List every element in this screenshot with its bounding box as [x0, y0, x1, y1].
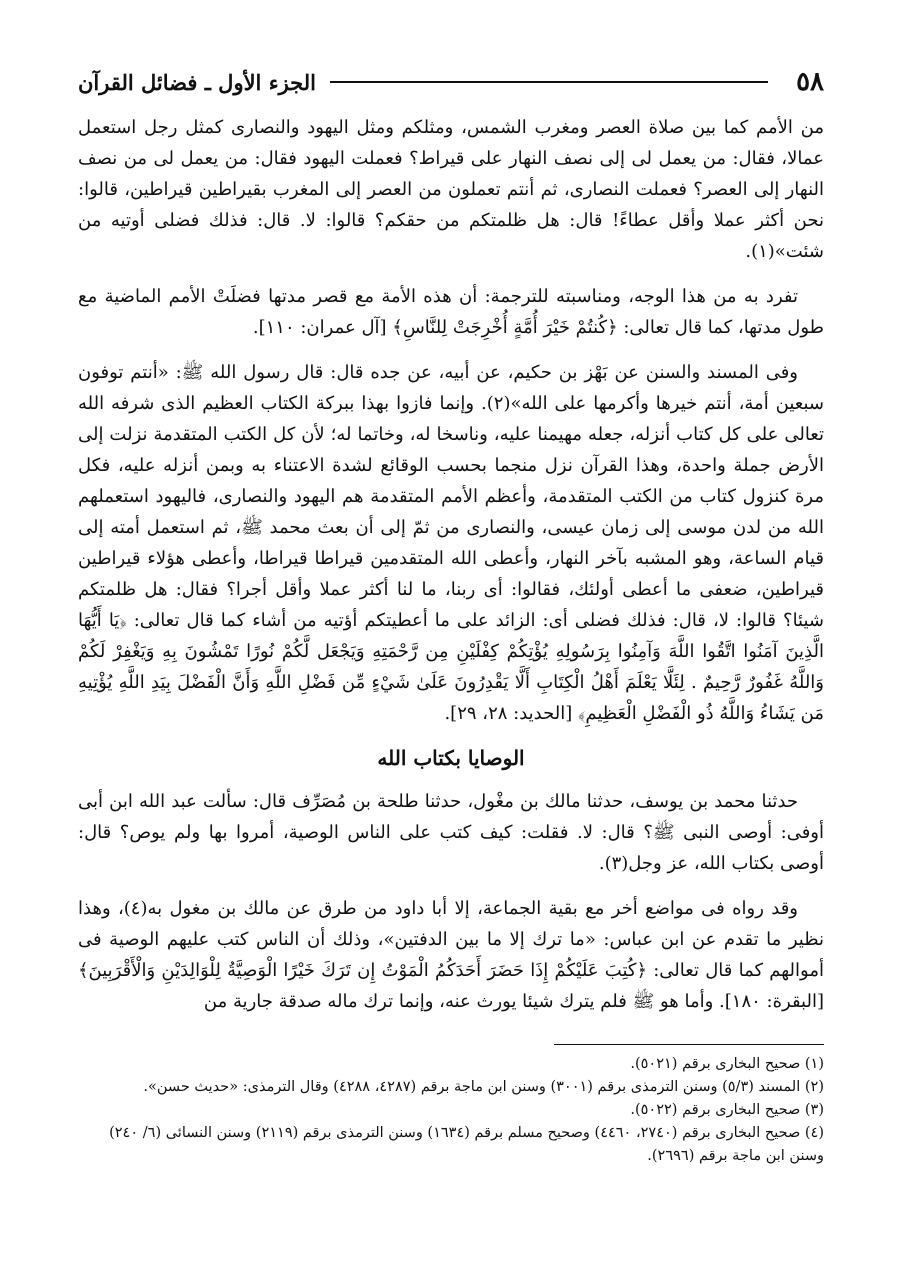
- footnote: (١) صحيح البخارى برقم (٥٠٢١).: [630, 1056, 824, 1072]
- footnote: (٢) المسند (٥/٣) وسنن الترمذى برقم (٣٠٠١) وسنن ابن ماجة برقم (٤٢٨٧، ٤٢٨٨) وقال الترمذى: «حديث حسن».: [143, 1079, 824, 1095]
- paragraph: وفى المسند والسنن عن بَهْز بن حكيم، عن أبيه، عن جده قال: قال رسول الله ﷺ: «أنتم توفون سبعين أمة، أنتم خيرها وأكرمها على الله»(٢). وإنما فازوا بهذا ببركة الكتاب العظيم الذى شرفه الله تعالى على كل كتاب أنزله، جعله مهيمنا عليه، وناسخا له، وخاتما له؛ لأن كل الكتب المتقدمة نزلت إلى الأرض جملة واحدة، وهذا القرآن نزل منجما بحسب الوقائع لشدة الاعتناء به وبمن أنزله عليه، فكل مرة كنزول كتاب من الكتب المتقدمة، وأعظم الأمم المتقدمة هم اليهود والنصارى، فاليهود استعملهم الله من لدن موسى إلى زمان عيسى، والنصارى من ثمّ إلى أن بعث محمد ﷺ، ثم استعمل أمته إلى قيام الساعة، وهو المشبه بآخر النهار، وأعطى الله المتقدمين قيراطا قيراطا، وأعطى هؤلاء قيراطين قيراطين، ضعفى ما أعطى أولئك، فقالوا: أى ربنا، ما لنا أكثر عملا وأقل أجرا؟ فقال: هل ظلمتكم شيئا؟ قالوا: لا، قال: فذلك فضلى أى: الزائد على ما أعطيتكم أؤتيه من أشاء كما قال تعالى: ﴿يَا أَيُّهَا الَّذِينَ آمَنُوا اتَّقُوا اللَّهَ وَآمِنُوا بِرَسُولِهِ يُؤْتِكُمْ كِفْلَيْنِ مِن رَّحْمَتِهِ وَيَجْعَل لَّكُمْ نُورًا تَمْشُونَ بِهِ وَيَغْفِرْ لَكُمْ وَاللَّهُ غَفُورٌ رَّحِيمٌ . لِئَلَّا يَعْلَمَ أَهْلُ الْكِتَابِ أَلَّا يَقْدِرُونَ عَلَىٰ شَيْءٍ مِّن فَضْلِ اللَّهِ وَأَنَّ الْفَضْلَ بِيَدِ اللَّهِ يُؤْتِيهِ مَن يَشَاءُ وَاللَّهُ ذُو الْفَضْلِ الْعَظِيمِ﴾ [الحديد: ٢٨، ٢٩].: [78, 362, 824, 724]
- paragraph: من الأمم كما بين صلاة العصر ومغرب الشمس، ومثلكم ومثل اليهود والنصارى كمثل رجل استعمل عمالا، فقال: من يعمل لى إلى نصف النهار على قيراط؟ فعملت اليهود فقال: من يعمل لى من نصف النهار إلى العصر؟ فعملت النصارى، ثم أنتم تعملون من العصر إلى المغرب بقيراطين قيراطين، قالوا: نحن أكثر عملا وأقل عطاءً! قال: هل ظلمتكم من حقكم؟ قالوا: لا. قال: فذلك فضلى أوتيه من شئت»(١).: [78, 117, 824, 262]
- paragraph: حدثنا محمد بن يوسف، حدثنا مالك بن مغْول، حدثنا طلحة بن مُصَرِّف قال: سألت عبد الله ابن أبى أوفى: أوصى النبى ﷺ؟ قال: لا. فقلت: كيف كتب على الناس الوصية، أمروا بها ولم يوص؟ قال: أوصى بكتاب الله، عز وجل(٣).: [78, 791, 824, 874]
- page-number: ٥٨: [796, 67, 824, 97]
- main-text: [78, 112, 824, 1031]
- footnote: (٣) صحيح البخارى برقم (٥٠٢٢).: [630, 1102, 824, 1118]
- header-rule: [330, 81, 768, 83]
- section-heading: الوصايا بكتاب الله: [377, 746, 525, 770]
- footnote: (٤) صحيح البخارى برقم (٢٧٤٠، ٤٤٦٠) وصحيح مسلم برقم (١٦٣٤) وسنن الترمذى برقم (٢١١٩) وسنن النسائى (٦/ ٢٤٠) وسنن ابن ماجة برقم (٢٦٩٦).: [109, 1125, 824, 1164]
- page-header: [78, 62, 824, 102]
- footnotes: [78, 1044, 824, 1168]
- running-title: الجزء الأول ـ فضائل القرآن: [78, 69, 316, 95]
- paragraph: تفرد به من هذا الوجه، ومناسبته للترجمة: أن هذه الأمة مع قصر مدتها فضلَتْ الأمم الماضية مع طول مدتها، كما قال تعالى: ﴿كُنتُمْ خَيْرَ أُمَّةٍ أُخْرِجَتْ لِلنَّاسِ﴾ [آل عمران: ١١٠].: [78, 286, 824, 338]
- footnote-rule: [554, 1044, 824, 1045]
- paragraph: وقد رواه فى مواضع أخر مع بقية الجماعة، إلا أبا داود من طرق عن مالك بن مغول به(٤)، وهذا نظير ما تقدم عن ابن عباس: «ما ترك إلا ما بين الدفتين»، وذلك أن الناس كتب عليهم الوصية فى أموالهم كما قال تعالى: ﴿كُتِبَ عَلَيْكُمْ إِذَا حَضَرَ أَحَدَكُمُ الْمَوْتُ إِن تَرَكَ خَيْرًا الْوَصِيَّةُ لِلْوَالِدَيْنِ وَالْأَقْرَبِينَ﴾ [البقرة: ١٨٠]. وأما هو ﷺ فلم يترك شيئا يورث عنه، وإنما ترك ماله صدقة جارية من: [78, 898, 824, 1012]
